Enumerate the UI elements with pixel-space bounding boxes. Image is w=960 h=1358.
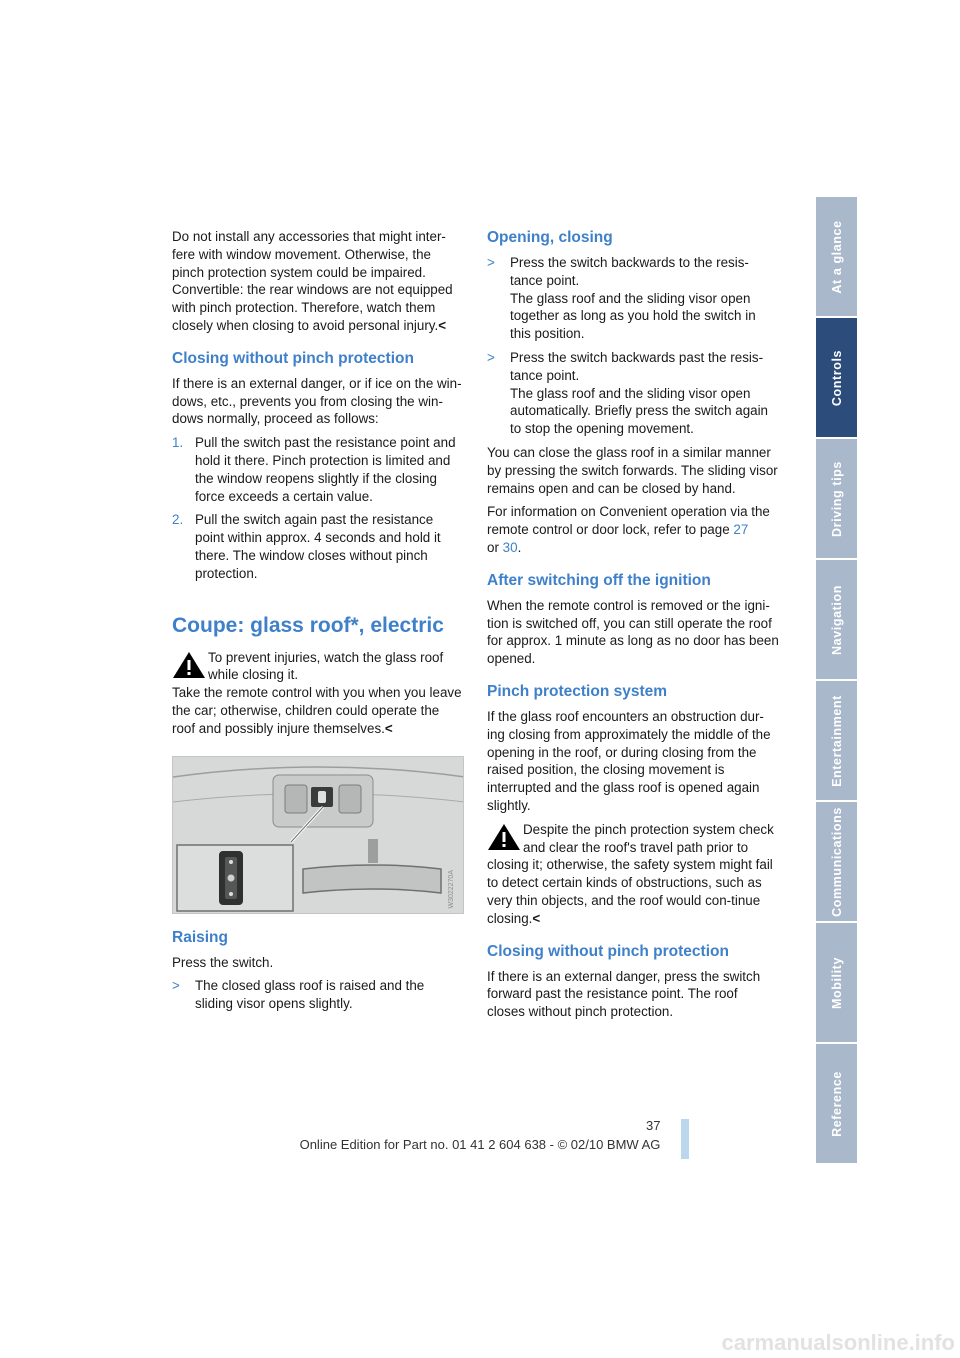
raising-heading: Raising xyxy=(172,928,228,946)
pinch-paragraph: If the glass roof encounters an obstruction dur-ing closing from approximately the middle of the opening in the roof, or during closing from the raised position, the closing movement is interrupted and the glass roof is opened again slightly. xyxy=(487,708,771,813)
chapter-tabs xyxy=(816,197,857,1165)
warning-block xyxy=(487,821,779,928)
end-mark: < xyxy=(438,317,447,333)
bullet-subtext: The glass roof and the sliding visor open together as long as you hold the switch in this position. xyxy=(510,290,756,342)
bullet-subtext: The glass roof and the sliding visor open automatically. Briefly press the switch again to stop the opening movement. xyxy=(510,385,769,437)
intro-paragraph xyxy=(172,228,464,335)
page-link-27[interactable]: 27 xyxy=(733,522,749,538)
step-text: Pull the switch past the resistance point and hold it there. Pinch protection is limited and the window reopens slightly if the closing force exceeds a certain value. xyxy=(195,435,456,504)
tab-navigation[interactable]: Navigation xyxy=(816,560,857,679)
pinch-heading: Pinch protection system xyxy=(487,682,668,700)
watermark-text: carmanualsonline.info xyxy=(721,1330,955,1355)
warning-triangle-icon xyxy=(172,651,206,679)
footer-text: Online Edition for Part no. 01 41 2 604 638 - © 02/10 BMW AG xyxy=(299,1137,661,1152)
warning-text-2: Take the remote control with you when you leave the car; otherwise, children could operate the roof and possibly injure themselves.< xyxy=(172,685,462,736)
list-item xyxy=(172,977,464,1013)
list-item xyxy=(487,349,779,438)
tab-mobility[interactable]: Mobility xyxy=(816,923,857,1042)
tab-communications[interactable]: Communications xyxy=(816,802,857,921)
bullet-mark: > xyxy=(172,978,180,994)
roof-console-drawing xyxy=(173,757,464,914)
bullet-text: The closed glass roof is raised and the sliding visor opens slightly. xyxy=(195,978,425,1012)
end-mark: < xyxy=(532,910,541,926)
tab-driving-tips[interactable]: Driving tips xyxy=(816,439,857,558)
roof-switch-illustration xyxy=(172,756,464,914)
ignition-heading: After switching off the ignition xyxy=(487,571,711,589)
raising-bullets xyxy=(172,977,464,1013)
closing2-heading: Closing without pinch protection xyxy=(487,942,729,960)
tab-controls[interactable]: Controls xyxy=(816,318,857,437)
left-column xyxy=(172,228,464,1019)
list-item xyxy=(487,254,779,343)
bullet-text: Press the switch backwards past the resis-tance point. xyxy=(510,349,764,383)
opening-bullets xyxy=(487,254,779,438)
closing-heading: Closing without pinch protection xyxy=(172,349,414,367)
list-item xyxy=(172,511,464,582)
warning-triangle-icon xyxy=(487,823,521,851)
raising-text: Press the switch. xyxy=(172,954,274,970)
figure-code: W3022270A xyxy=(448,870,456,909)
tab-reference[interactable]: Reference xyxy=(816,1044,857,1163)
close-paragraph: You can close the glass roof in a similar manner by pressing the switch forwards. The sliding visor remains open and can be closed by hand. xyxy=(487,444,778,496)
closing-steps xyxy=(172,434,464,582)
tab-at-a-glance[interactable]: At a glance xyxy=(816,197,857,316)
page-number: 37 xyxy=(646,1118,661,1133)
step-number: 2. xyxy=(172,512,184,528)
convenient-paragraph: For information on Convenient operation via the remote control or door lock, refer to page 27 or 30. xyxy=(487,504,770,555)
list-item xyxy=(172,434,464,505)
closing-intro: If there is an external danger, or if ice on the win-dows, etc., prevents you from closing the win-dows normally, proceed as follows: xyxy=(172,375,462,427)
intro-text: Do not install any accessories that might inter-fere with window movement. Otherwise, the pinch protection system could be impaired. Convertible: the rear windows are not equipped with pinch protection. Therefore, watch them closely when closing to avoid personal injury. xyxy=(172,229,453,333)
warning-text-1: To prevent injuries, watch the glass roof while closing it. xyxy=(208,649,444,683)
right-column xyxy=(487,228,779,1027)
bullet-text: Press the switch backwards to the resis-tance point. xyxy=(510,255,749,288)
warning-text: Despite the pinch protection system check and clear the roof's travel path prior to closing it; otherwise, the safety system might fail to detect certain kinds of obstructions, such as very thin objects, and the roof would con-tinue closing. xyxy=(487,821,774,926)
tab-entertainment[interactable]: Entertainment xyxy=(816,681,857,800)
closing2-paragraph: If there is an external danger, press the switch forward past the resistance point. The roof closes without pinch protection. xyxy=(487,968,761,1020)
bullet-mark: > xyxy=(487,349,495,365)
watermark-logo xyxy=(0,1324,960,1358)
section-heading: Coupe: glass roof*, electric xyxy=(172,613,444,637)
opening-heading: Opening, closing xyxy=(487,229,613,246)
warning-block xyxy=(172,649,464,738)
step-number: 1. xyxy=(172,435,184,451)
step-text: Pull the switch again past the resistance point within approx. 4 seconds and hold it there. The window closes without pinch protection. xyxy=(195,512,441,581)
ignition-paragraph: When the remote control is removed or the igni-tion is switched off, you can still operate the roof for approx. 1 minute as long as no door has been opened. xyxy=(487,597,779,667)
bullet-mark: > xyxy=(487,255,495,270)
page-link-30[interactable]: 30 xyxy=(502,539,518,555)
